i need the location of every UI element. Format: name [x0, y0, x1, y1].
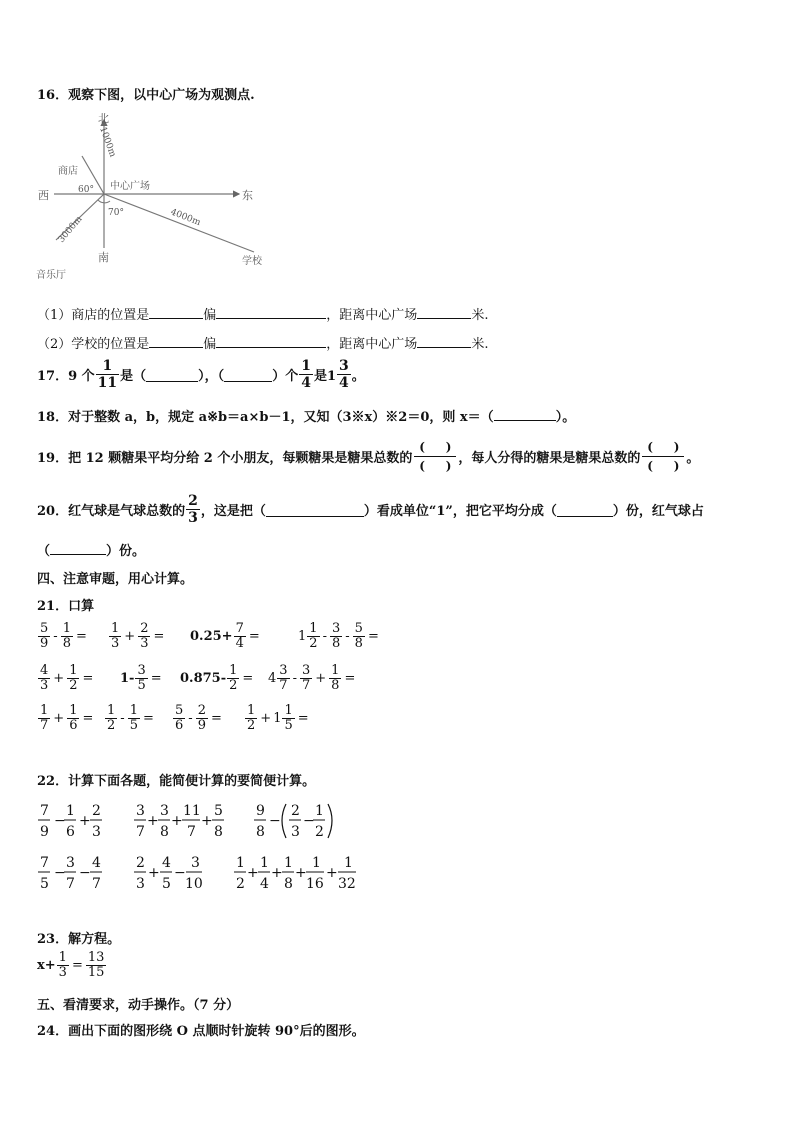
svg-text:4: 4	[162, 855, 171, 871]
svg-text:5: 5	[40, 876, 49, 892]
q20: 20．红气球是气球总数的 $\frac{2}{3}$ ，这是把（ ）看成单位“1”，把它平均分成（ ）份，红气球占	[37, 493, 704, 526]
svg-text:+: +	[247, 865, 259, 881]
svg-text:8: 8	[284, 876, 293, 892]
answer-blank[interactable]	[149, 305, 203, 319]
q21-item: $\frac{1}{3}$ + $\frac{2}{3}$ =	[111, 621, 165, 651]
svg-text:−: −	[174, 865, 186, 881]
section-4-heading: 四、注意审题，用心计算。	[37, 572, 194, 587]
fraction: $\frac{3}{4}$	[339, 358, 349, 391]
q22-expr-1	[38, 803, 102, 840]
q21-item: $\frac{5}{6}$ - $\frac{2}{9}$ =	[175, 703, 222, 733]
svg-text:32: 32	[338, 876, 356, 892]
svg-text:+: +	[79, 813, 91, 829]
q17: 17．9 个 $\frac{1}{11}$ 是（ ），（ ）个 $\frac{1}{4}$ 是1 $\frac{3}{4}$ 。	[37, 358, 365, 391]
svg-text:3: 3	[291, 824, 300, 840]
answer-blank[interactable]	[557, 503, 613, 517]
svg-text:16: 16	[306, 876, 324, 892]
section-5-heading: 五、看清要求，动手操作。（7 分）	[37, 998, 240, 1013]
q18: 18．对于整数 a，b，规定 a※b＝a×b－1，又知（3※x）※2＝0，则 x＝（ ）。	[37, 406, 575, 425]
svg-text:8: 8	[256, 824, 265, 840]
svg-text:+: +	[171, 813, 183, 829]
svg-text:7: 7	[187, 824, 196, 840]
q22-expr-2	[134, 803, 224, 840]
svg-text:1: 1	[284, 855, 293, 871]
svg-text:1: 1	[260, 855, 269, 871]
q24-title: 24．画出下面的图形绕 O 点顺时针旋转 90°后的图形。	[37, 1024, 365, 1039]
q23-title: 23．解方程。	[37, 932, 121, 947]
svg-text:+: +	[147, 813, 159, 829]
q21-item: 1- $\frac{3}{5}$ =	[120, 663, 162, 693]
school-ray	[104, 194, 254, 252]
answer-blank[interactable]	[224, 368, 272, 382]
svg-text:1: 1	[315, 803, 324, 819]
answer-blank[interactable]	[149, 334, 203, 348]
svg-text:4: 4	[92, 855, 101, 871]
svg-text:2: 2	[136, 855, 145, 871]
svg-text:−: −	[303, 813, 315, 829]
q21-item: $\frac{1}{2}$ + 1 $\frac{1}{5}$ =	[247, 703, 309, 733]
svg-text:4: 4	[260, 876, 269, 892]
answer-blank[interactable]	[216, 334, 326, 348]
svg-text:2: 2	[315, 824, 324, 840]
svg-text:8: 8	[214, 824, 223, 840]
q22-expr-3	[254, 803, 332, 840]
svg-text:−: −	[54, 813, 66, 829]
north-label: 北	[98, 112, 109, 125]
q23-equation: x+ $\frac{1}{3}$ = $\frac{13}{15}$	[37, 950, 105, 980]
svg-text:1: 1	[236, 855, 245, 871]
svg-text:3: 3	[160, 803, 169, 819]
q20-line2: （ ）份。	[37, 540, 145, 559]
svg-text:1: 1	[344, 855, 353, 871]
school-distance: 4000m	[168, 207, 202, 229]
q21-item: 0.25+ $\frac{7}{4}$ =	[190, 621, 260, 651]
svg-text:9: 9	[40, 824, 49, 840]
svg-text:2: 2	[92, 803, 101, 819]
q16-sub1: （1）商店的位置是 偏 ，距离中心广场 米.	[37, 304, 488, 323]
svg-text:3: 3	[136, 803, 145, 819]
svg-text:7: 7	[40, 803, 49, 819]
fraction: $\frac{2}{3}$	[188, 493, 198, 526]
svg-text:11: 11	[183, 803, 201, 819]
south-label: 南	[98, 251, 109, 264]
blank-fraction[interactable]: ( ) ( )	[414, 438, 456, 475]
q16-title: 16．观察下图，以中心广场为观测点.	[37, 88, 255, 103]
svg-text:−: −	[54, 865, 66, 881]
q22-expr-4	[38, 855, 102, 892]
svg-text:−: −	[269, 813, 281, 829]
svg-text:+: +	[295, 865, 307, 881]
q21-item: 1 $\frac{1}{2}$ - $\frac{3}{8}$ - $\frac{5}{8}$ =	[298, 621, 379, 651]
q21-item: $\frac{1}{7}$ + $\frac{1}{6}$ =	[40, 703, 94, 733]
answer-blank[interactable]	[216, 305, 326, 319]
q22-expr-6	[234, 855, 356, 892]
svg-text:+: +	[271, 865, 283, 881]
center-label: 中心广场	[110, 181, 150, 192]
shop-label: 商店	[58, 166, 78, 177]
west-label: 西	[38, 189, 49, 202]
svg-text:7: 7	[40, 855, 49, 871]
school-label: 学校	[242, 256, 262, 267]
music-distance: 3000m	[56, 214, 85, 245]
q21-item: 0.875- $\frac{1}{2}$ =	[180, 663, 254, 693]
q21-item: 4 $\frac{3}{7}$ - $\frac{3}{7}$ + $\frac{1}{8}$ =	[268, 663, 356, 693]
svg-text:+: +	[201, 813, 213, 829]
svg-text:2: 2	[291, 803, 300, 819]
q21-title: 21．口算	[37, 599, 95, 614]
q22-title: 22．计算下面各题，能简便计算的要简便计算。	[37, 774, 316, 789]
q21-item: $\frac{4}{3}$ + $\frac{1}{2}$ =	[40, 663, 94, 693]
svg-text:3: 3	[136, 876, 145, 892]
svg-text:5: 5	[214, 803, 223, 819]
svg-text:8: 8	[160, 824, 169, 840]
shop-distance: 1000m	[97, 125, 118, 159]
svg-text:+: +	[148, 865, 160, 881]
svg-text:+: +	[326, 865, 338, 881]
svg-text:3: 3	[66, 855, 75, 871]
q16-sub2: （2）学校的位置是 偏 ，距离中心广场 米.	[37, 333, 488, 352]
blank-fraction[interactable]: ( ) ( )	[642, 438, 684, 475]
answer-blank[interactable]	[50, 541, 106, 555]
svg-text:7: 7	[136, 824, 145, 840]
svg-text:3: 3	[92, 824, 101, 840]
svg-text:7: 7	[66, 876, 75, 892]
q21-item: $\frac{1}{2}$ - $\frac{1}{5}$ =	[107, 703, 154, 733]
svg-text:7: 7	[92, 876, 101, 892]
svg-text:2: 2	[236, 876, 245, 892]
svg-text:1: 1	[312, 855, 321, 871]
answer-blank[interactable]	[417, 334, 471, 348]
direction-diagram	[34, 108, 284, 280]
q21-item: $\frac{5}{9}$ - $\frac{1}{8}$ =	[40, 621, 87, 651]
answer-blank[interactable]	[266, 503, 364, 517]
svg-text:−: −	[79, 865, 91, 881]
fraction: $\frac{1}{11}$	[97, 358, 118, 391]
svg-text:10: 10	[185, 876, 203, 892]
answer-blank[interactable]	[417, 305, 471, 319]
answer-blank[interactable]	[146, 368, 198, 382]
q22-expressions	[34, 800, 374, 900]
svg-text:9: 9	[256, 803, 265, 819]
angle-60-label: 60°	[78, 185, 94, 195]
east-label: 东	[242, 189, 253, 202]
answer-blank[interactable]	[494, 407, 556, 421]
q22-expr-5	[134, 855, 203, 892]
angle-70-label: 70°	[108, 208, 124, 218]
svg-text:5: 5	[162, 876, 171, 892]
svg-text:1: 1	[66, 803, 75, 819]
svg-text:6: 6	[66, 824, 75, 840]
svg-text:3: 3	[191, 855, 200, 871]
fraction: $\frac{1}{4}$	[301, 358, 311, 391]
q19: 19．把 12 颗糖果平均分给 2 个小朋友，每颗糖果是糖果总数的 ( ) ( ) ，每人分得的糖果是糖果总数的 ( ) ( ) 。	[37, 440, 700, 473]
music-hall-label: 音乐厅	[36, 270, 66, 280]
